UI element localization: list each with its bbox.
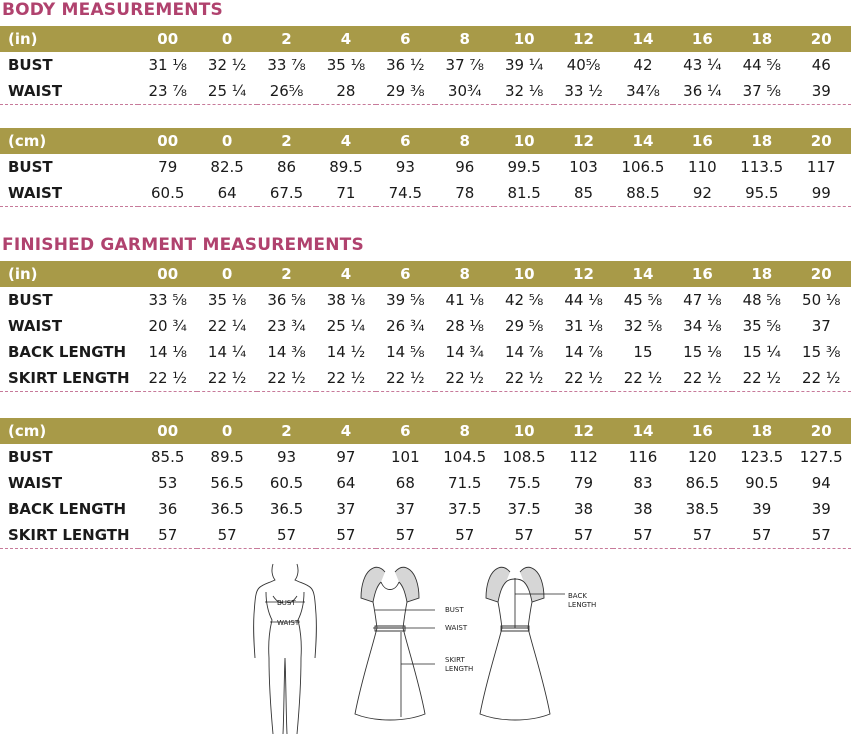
measurement-cell: 29 ⅝ bbox=[504, 317, 544, 335]
measurement-cell: 22 ½ bbox=[148, 368, 187, 387]
measurement-cell: 42 ⅝ bbox=[504, 291, 544, 309]
measurement-cell: 57 bbox=[574, 525, 594, 544]
measurement-cell: 92 bbox=[692, 183, 712, 202]
finished-inches-table bbox=[0, 261, 851, 392]
size-header: 16 bbox=[691, 422, 713, 440]
measurement-cell: 68 bbox=[395, 474, 415, 492]
measurement-cell: 15 bbox=[633, 343, 653, 361]
size-header: 12 bbox=[573, 265, 594, 283]
measurement-cell: 57 bbox=[514, 525, 534, 544]
measurement-cell: 22 ½ bbox=[504, 368, 544, 387]
measurement-cell: 64 bbox=[336, 474, 356, 492]
measurement-cell: 71.5 bbox=[448, 474, 482, 492]
diagram-label: BUST bbox=[277, 599, 296, 607]
measurement-cell: 37 bbox=[336, 500, 356, 518]
measurement-cell: 103 bbox=[569, 158, 598, 176]
measurement-cell: 39 ¼ bbox=[504, 56, 544, 74]
measurement-cell: 25 ¼ bbox=[326, 317, 366, 335]
measurement-cell: 32 ⅝ bbox=[623, 317, 663, 335]
measurement-cell: 93 bbox=[276, 448, 297, 466]
measurement-cell: 79 bbox=[574, 474, 594, 492]
size-header-row bbox=[0, 128, 851, 154]
size-header: 18 bbox=[751, 132, 773, 150]
measurement-cell: 120 bbox=[688, 448, 717, 466]
measurement-cell: 57 bbox=[633, 525, 653, 544]
measurement-cell: 86 bbox=[276, 158, 297, 176]
size-header: 14 bbox=[632, 30, 654, 48]
measurement-cell: 22 ½ bbox=[802, 368, 841, 387]
table-row bbox=[0, 522, 851, 548]
finished-measurements-title: FINISHED GARMENT MEASUREMENTS bbox=[2, 235, 364, 255]
measurement-cell: 26 ¾ bbox=[386, 317, 425, 335]
measurement-cell: 31 ⅛ bbox=[564, 317, 603, 335]
diagram-label: BUST bbox=[445, 606, 464, 614]
diagram-label: WAIST bbox=[277, 619, 300, 627]
measurement-cell: 38 bbox=[633, 500, 653, 518]
row-label: SKIRT LENGTH bbox=[8, 525, 130, 544]
table-row bbox=[0, 339, 851, 365]
measurement-cell: 38 bbox=[574, 500, 594, 518]
measurement-cell: 26⅝ bbox=[269, 81, 304, 100]
measurement-cell: 53 bbox=[158, 474, 178, 492]
measurement-cell: 37 bbox=[811, 317, 831, 335]
unit-label: (in) bbox=[8, 265, 38, 283]
measurement-cell: 29 ⅜ bbox=[386, 81, 425, 100]
row-label: BUST bbox=[8, 56, 53, 74]
table-row bbox=[0, 78, 851, 104]
measurement-cell: 99 bbox=[811, 183, 831, 202]
measurement-cell: 67.5 bbox=[269, 183, 304, 202]
measurement-cell: 15 ⅜ bbox=[802, 343, 841, 361]
measurement-cell: 127.5 bbox=[799, 448, 843, 466]
measurement-cell: 22 ½ bbox=[564, 368, 603, 387]
measurement-cell: 34 ⅛ bbox=[683, 317, 722, 335]
measurement-cell: 83 bbox=[633, 474, 653, 492]
measurement-cell: 110 bbox=[688, 158, 717, 176]
measurement-cell: 60.5 bbox=[269, 474, 304, 492]
measurement-cell: 14 ⅛ bbox=[148, 343, 187, 361]
measurement-cell: 23 ⅞ bbox=[148, 81, 187, 100]
size-header-row bbox=[0, 418, 851, 444]
row-label: BUST bbox=[8, 158, 53, 176]
measurement-cell: 44 ⅛ bbox=[564, 291, 603, 309]
size-header: 0 bbox=[221, 30, 233, 48]
measurement-cell: 41 ⅛ bbox=[445, 291, 484, 309]
size-header: 2 bbox=[281, 30, 292, 48]
measurement-cell: 57 bbox=[811, 525, 831, 544]
measurement-cell: 112 bbox=[569, 448, 598, 466]
measurement-cell: 23 ¾ bbox=[267, 317, 306, 335]
measurement-cell: 56.5 bbox=[210, 474, 244, 492]
measurement-cell: 33 ⅝ bbox=[148, 291, 187, 309]
measurement-cell: 45 ⅝ bbox=[623, 291, 663, 309]
measurement-cell: 36 ¼ bbox=[683, 81, 722, 100]
measurement-cell: 94 bbox=[811, 474, 831, 492]
measurement-cell: 50 ⅛ bbox=[802, 291, 841, 309]
size-header: 4 bbox=[340, 132, 352, 150]
measurement-cell: 35 ⅛ bbox=[207, 291, 247, 309]
unit-label: (cm) bbox=[8, 422, 47, 440]
measurement-cell: 14 ⅞ bbox=[504, 343, 544, 361]
measurement-cell: 37 ⅝ bbox=[742, 81, 781, 100]
size-header: 2 bbox=[281, 265, 292, 283]
measurement-cell: 57 bbox=[217, 525, 237, 544]
size-header: 6 bbox=[400, 422, 411, 440]
measurement-cell: 116 bbox=[628, 448, 658, 466]
measurement-cell: 22 ½ bbox=[742, 368, 781, 387]
diagram-label: BACK bbox=[568, 592, 587, 600]
size-header: 2 bbox=[281, 132, 292, 150]
measurement-cell: 22 ½ bbox=[207, 368, 247, 387]
size-header: 12 bbox=[573, 132, 594, 150]
measurement-cell: 22 ¼ bbox=[207, 317, 247, 335]
measurement-cell: 22 ½ bbox=[445, 368, 484, 387]
diagram-label: LENGTH bbox=[445, 665, 474, 673]
measurement-cell: 22 ½ bbox=[683, 368, 722, 387]
table-row bbox=[0, 470, 851, 496]
measurement-cell: 38 ⅛ bbox=[326, 291, 366, 309]
row-label: WAIST bbox=[8, 81, 63, 100]
table-row bbox=[0, 365, 851, 391]
measurement-cell: 22 ½ bbox=[386, 368, 425, 387]
measurement-cell: 104.5 bbox=[443, 448, 487, 466]
measurement-diagrams bbox=[235, 562, 615, 738]
measurement-cell: 32 ⅛ bbox=[504, 81, 544, 100]
measurement-cell: 89.5 bbox=[210, 448, 244, 466]
size-header: 18 bbox=[751, 265, 773, 283]
measurement-cell: 15 ⅛ bbox=[683, 343, 722, 361]
body-cm-table bbox=[0, 128, 851, 207]
size-header: 00 bbox=[157, 30, 179, 48]
measurement-cell: 39 bbox=[811, 500, 831, 518]
measurement-cell: 57 bbox=[455, 525, 475, 544]
size-header: 6 bbox=[400, 30, 411, 48]
size-header: 10 bbox=[513, 30, 535, 48]
measurement-cell: 35 ⅛ bbox=[326, 56, 366, 74]
measurement-cell: 35 ⅝ bbox=[742, 317, 781, 335]
body-inches-table bbox=[0, 26, 851, 105]
measurement-cell: 64 bbox=[217, 183, 237, 202]
measurement-cell: 37 ⅞ bbox=[445, 56, 484, 74]
measurement-cell: 71 bbox=[336, 183, 356, 202]
size-header-row bbox=[0, 26, 851, 52]
finished-cm-table bbox=[0, 418, 851, 549]
size-header: 6 bbox=[400, 132, 411, 150]
measurement-cell: 40⅝ bbox=[566, 56, 601, 74]
measurement-cell: 57 bbox=[692, 525, 712, 544]
row-label: WAIST bbox=[8, 474, 63, 492]
table-row bbox=[0, 444, 851, 470]
measurement-cell: 22 ½ bbox=[267, 368, 306, 387]
size-header: 4 bbox=[340, 30, 352, 48]
size-header: 8 bbox=[459, 422, 470, 440]
measurement-cell: 82.5 bbox=[210, 158, 244, 176]
measurement-cell: 85 bbox=[574, 183, 594, 202]
measurement-cell: 36 ⅝ bbox=[267, 291, 306, 309]
measurement-cell: 96 bbox=[455, 158, 475, 176]
size-header: 00 bbox=[157, 422, 179, 440]
measurement-cell: 14 ¾ bbox=[445, 343, 484, 361]
table-row bbox=[0, 154, 851, 180]
row-label: WAIST bbox=[8, 317, 63, 335]
size-header: 18 bbox=[751, 30, 773, 48]
measurement-cell: 106.5 bbox=[621, 158, 665, 176]
measurement-cell: 39 bbox=[752, 500, 772, 518]
table-row bbox=[0, 496, 851, 522]
measurement-cell: 22 ½ bbox=[623, 368, 663, 387]
size-header: 20 bbox=[810, 132, 832, 150]
measurement-cell: 37 bbox=[395, 500, 415, 518]
measurement-cell: 39 bbox=[811, 81, 831, 100]
measurement-cell: 57 bbox=[395, 525, 415, 544]
measurement-cell: 48 ⅝ bbox=[742, 291, 781, 309]
row-label: WAIST bbox=[8, 183, 63, 202]
size-header: 12 bbox=[573, 422, 594, 440]
measurement-cell: 36 bbox=[158, 500, 178, 518]
measurement-cell: 14 ¼ bbox=[207, 343, 247, 361]
measurement-cell: 123.5 bbox=[740, 448, 784, 466]
measurement-cell: 31 ⅛ bbox=[148, 56, 187, 74]
measurement-cell: 33 ⅞ bbox=[267, 56, 306, 74]
measurement-cell: 14 ⅝ bbox=[386, 343, 425, 361]
size-header: 0 bbox=[221, 265, 233, 283]
measurement-cell: 57 bbox=[336, 525, 356, 544]
measurement-cell: 36 ½ bbox=[386, 56, 425, 74]
unit-label: (cm) bbox=[8, 132, 47, 150]
size-header: 6 bbox=[400, 265, 411, 283]
size-header: 16 bbox=[691, 132, 713, 150]
measurement-cell: 28 ⅛ bbox=[445, 317, 484, 335]
measurement-cell: 93 bbox=[395, 158, 415, 176]
measurement-cell: 44 ⅝ bbox=[742, 56, 781, 74]
measurement-cell: 88.5 bbox=[626, 183, 660, 202]
measurement-cell: 57 bbox=[276, 525, 297, 544]
measurement-cell: 37.5 bbox=[448, 500, 482, 518]
measurement-cell: 14 ½ bbox=[326, 343, 366, 361]
table-row bbox=[0, 180, 851, 206]
size-header: 8 bbox=[459, 132, 470, 150]
measurement-cell: 57 bbox=[158, 525, 178, 544]
measurement-cell: 43 ¼ bbox=[683, 56, 722, 74]
size-header: 10 bbox=[513, 132, 535, 150]
size-header: 0 bbox=[221, 422, 233, 440]
measurement-cell: 78 bbox=[455, 183, 475, 202]
measurement-cell: 85.5 bbox=[151, 448, 185, 466]
size-header: 8 bbox=[459, 265, 470, 283]
measurement-cell: 34⅞ bbox=[626, 81, 660, 100]
diagram-label: WAIST bbox=[445, 624, 468, 632]
row-label: SKIRT LENGTH bbox=[8, 368, 130, 387]
measurement-cell: 39 ⅝ bbox=[386, 291, 425, 309]
measurement-cell: 15 ¼ bbox=[742, 343, 781, 361]
size-header: 2 bbox=[281, 422, 292, 440]
size-header: 16 bbox=[691, 265, 713, 283]
size-header: 20 bbox=[810, 30, 832, 48]
measurement-cell: 60.5 bbox=[151, 183, 185, 202]
measurement-cell: 95.5 bbox=[745, 183, 779, 202]
measurement-cell: 28 bbox=[336, 81, 356, 100]
table-row bbox=[0, 287, 851, 313]
measurement-cell: 42 bbox=[633, 56, 653, 74]
measurement-cell: 57 bbox=[752, 525, 772, 544]
size-header: 00 bbox=[157, 132, 179, 150]
measurement-cell: 75.5 bbox=[507, 474, 541, 492]
measurement-cell: 37.5 bbox=[507, 500, 541, 518]
measurement-cell: 36.5 bbox=[210, 500, 244, 518]
size-header: 20 bbox=[810, 422, 832, 440]
measurement-cell: 99.5 bbox=[507, 158, 541, 176]
row-label: BUST bbox=[8, 291, 53, 309]
diagram-label: LENGTH bbox=[568, 601, 597, 609]
size-header: 14 bbox=[632, 132, 654, 150]
size-header: 20 bbox=[810, 265, 832, 283]
measurement-cell: 117 bbox=[806, 158, 836, 176]
measurement-cell: 46 bbox=[811, 56, 831, 74]
measurement-cell: 113.5 bbox=[740, 158, 784, 176]
row-label: BUST bbox=[8, 448, 53, 466]
measurement-cell: 33 ½ bbox=[564, 81, 603, 100]
size-header: 0 bbox=[221, 132, 233, 150]
diagram-label: SKIRT bbox=[445, 656, 465, 664]
body-figure-illustration bbox=[254, 564, 317, 734]
size-header: 18 bbox=[751, 422, 773, 440]
table-row bbox=[0, 313, 851, 339]
measurement-cell: 30¾ bbox=[447, 81, 482, 100]
measurement-cell: 97 bbox=[336, 448, 356, 466]
measurement-cell: 74.5 bbox=[388, 183, 423, 202]
front-dress-illustration bbox=[355, 567, 425, 720]
size-header: 4 bbox=[340, 265, 352, 283]
measurement-cell: 86.5 bbox=[685, 474, 720, 492]
row-label: BACK LENGTH bbox=[8, 343, 127, 361]
size-header: 10 bbox=[513, 422, 535, 440]
measurement-cell: 38.5 bbox=[685, 500, 720, 518]
size-header: 8 bbox=[459, 30, 470, 48]
measurement-cell: 47 ⅛ bbox=[683, 291, 722, 309]
measurement-cell: 89.5 bbox=[329, 158, 363, 176]
measurement-cell: 101 bbox=[391, 448, 420, 466]
measurement-cell: 25 ¼ bbox=[207, 81, 247, 100]
size-header: 10 bbox=[513, 265, 535, 283]
measurement-cell: 20 ¾ bbox=[148, 317, 187, 335]
measurement-cell: 90.5 bbox=[745, 474, 779, 492]
measurement-cell: 14 ⅜ bbox=[267, 343, 306, 361]
body-measurements-title: BODY MEASUREMENTS bbox=[2, 0, 223, 20]
measurement-cell: 14 ⅞ bbox=[564, 343, 603, 361]
size-header: 4 bbox=[340, 422, 352, 440]
table-row bbox=[0, 52, 851, 78]
measurement-cell: 79 bbox=[158, 158, 178, 176]
measurement-cell: 32 ½ bbox=[207, 56, 247, 74]
measurement-cell: 36.5 bbox=[269, 500, 304, 518]
size-header: 14 bbox=[632, 265, 654, 283]
unit-label: (in) bbox=[8, 30, 38, 48]
size-header: 12 bbox=[573, 30, 594, 48]
row-label: BACK LENGTH bbox=[8, 500, 127, 518]
measurement-cell: 81.5 bbox=[507, 183, 541, 202]
measurement-cell: 22 ½ bbox=[326, 368, 366, 387]
size-header-row bbox=[0, 261, 851, 287]
size-header: 14 bbox=[632, 422, 654, 440]
measurement-cell: 108.5 bbox=[502, 448, 546, 466]
size-header: 16 bbox=[691, 30, 713, 48]
size-header: 00 bbox=[157, 265, 179, 283]
